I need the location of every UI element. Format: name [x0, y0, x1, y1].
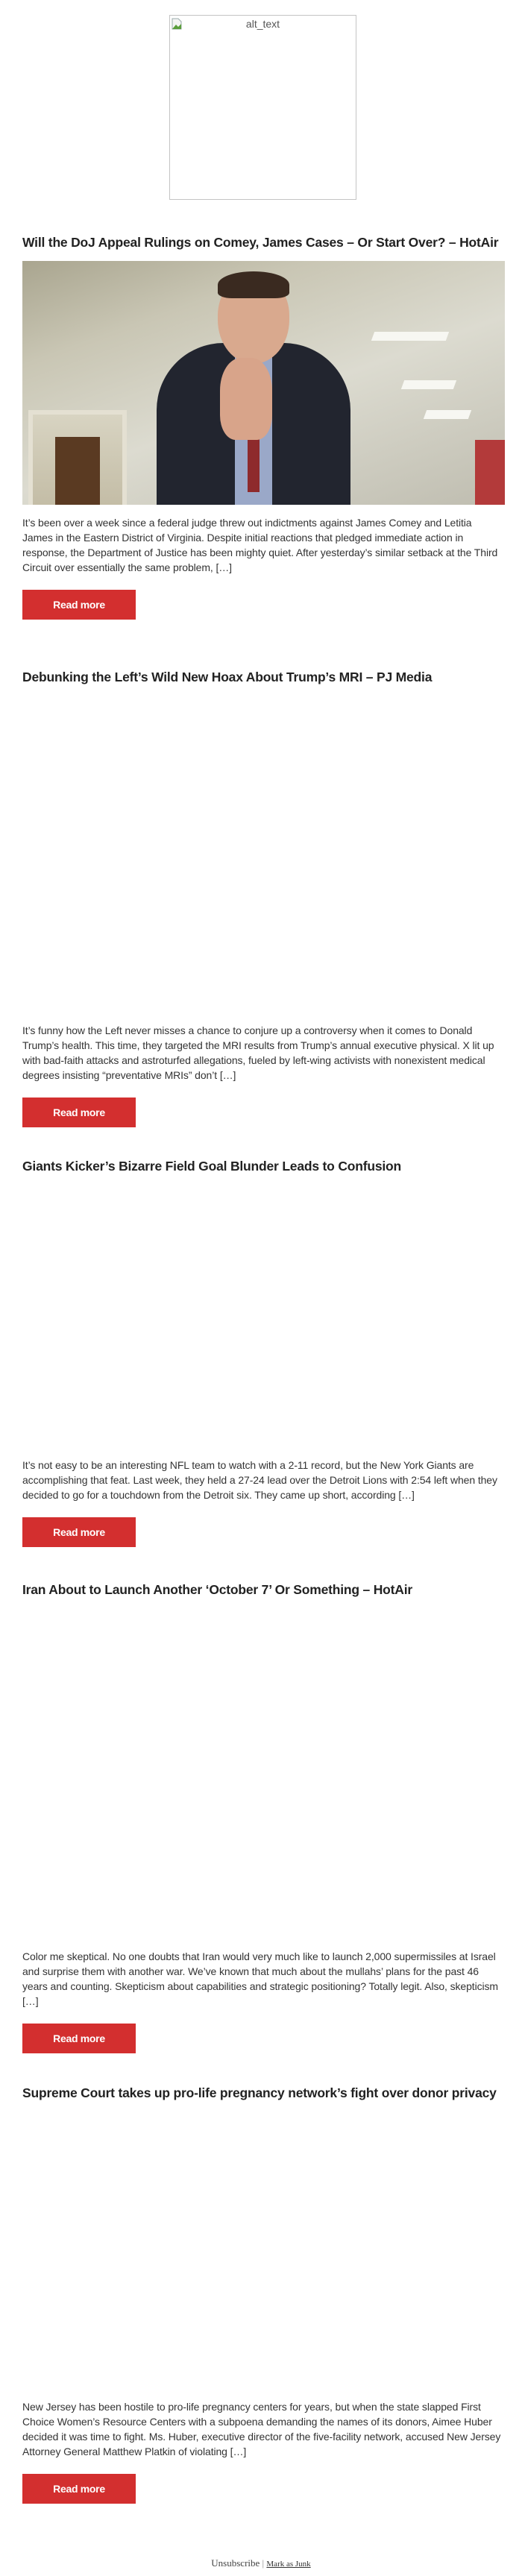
footer-separator: | — [262, 2557, 265, 2569]
article-card — [22, 235, 505, 620]
read-more-button[interactable]: Read more — [22, 1098, 136, 1127]
article-excerpt: It’s funny how the Left never misses a chance to conjure up a controversy when it comes to Donald Trump’s health. This time, they targeted the MRI results from Trump’s annual executive physical. X lit up with bad-faith attacks and astroturfed allegations, fueled by left-wing activists with nonexistent medical degrees insisting “preventative MRIs” don’t […] — [22, 1024, 494, 1081]
article-excerpt: Color me skeptical. No one doubts that Iran would very much like to launch 2,000 supermissiles at Israel and surprise them with another war. We’ve known that much about the mullahs’ plans for the past 46 years and counting. Skepticism about capabilities and strategic positioning? Totally legit. Also, skepticism […] — [22, 1950, 498, 2007]
email-footer — [0, 2557, 522, 2569]
article-card — [22, 2085, 505, 2504]
article-card — [22, 670, 505, 1127]
article-photo — [22, 261, 505, 505]
read-more-button[interactable]: Read more — [22, 2474, 136, 2504]
article-image[interactable] — [22, 1608, 505, 1939]
article-excerpt: It’s not easy to be an interesting NFL team to watch with a 2-11 record, but the New York Giants are accomplishing that feat. Last week, they held a 27-24 lead over the Detroit Lions with 2:54 left when they decided to go for a touchdown from the Detroit six. They came up short, according […] — [22, 1459, 497, 1501]
article-excerpt: New Jersey has been hostile to pro-life pregnancy centers for years, but when the state slapped First Choice Women’s Resource Centers with a subpoena demanding the names of its donors, Aimee Huber decided it was time to fight. Ms. Huber, executive director of the five-facility network, accused New Jersey Attorney General Matthew Platkin of violating […] — [22, 2401, 501, 2457]
article-excerpt: It’s been over a week since a federal judge threw out indictments against James Comey and Letitia James in the Eastern District of Virginia. Despite initial reactions that pledged immediate action in response, the Department of Justice has been mighty quiet. After yesterday’s similar setback at the Third Circuit over essentially the same problem, […] — [22, 517, 498, 573]
article-image[interactable] — [22, 261, 505, 505]
article-card — [22, 1582, 505, 2053]
article-title[interactable]: Will the DoJ Appeal Rulings on Comey, James Cases – Or Start Over? – HotAir — [22, 235, 499, 250]
read-more-button[interactable]: Read more — [22, 1517, 136, 1547]
article-image[interactable] — [22, 2111, 505, 2389]
article-title[interactable]: Supreme Court takes up pro-life pregnancy network’s fight over donor privacy — [22, 2085, 497, 2100]
logo-alt-text: alt_text — [245, 18, 280, 30]
unsubscribe-link[interactable]: Unsubscribe — [211, 2557, 260, 2569]
read-more-button[interactable]: Read more — [22, 2024, 136, 2053]
article-title[interactable]: Iran About to Launch Another ‘October 7’ Or Something – HotAir — [22, 1582, 412, 1597]
article-title[interactable]: Debunking the Left’s Wild New Hoax About Trump’s MRI – PJ Media — [22, 670, 433, 684]
article-image[interactable] — [22, 696, 505, 1013]
article-card — [22, 1159, 505, 1547]
article-title[interactable]: Giants Kicker’s Bizarre Field Goal Blunder Leads to Confusion — [22, 1159, 402, 1174]
logo-image-placeholder — [169, 15, 356, 200]
article-image[interactable] — [22, 1185, 505, 1447]
read-more-button[interactable]: Read more — [22, 590, 136, 620]
mark-as-junk-link[interactable]: Mark as Junk — [266, 2560, 311, 2569]
